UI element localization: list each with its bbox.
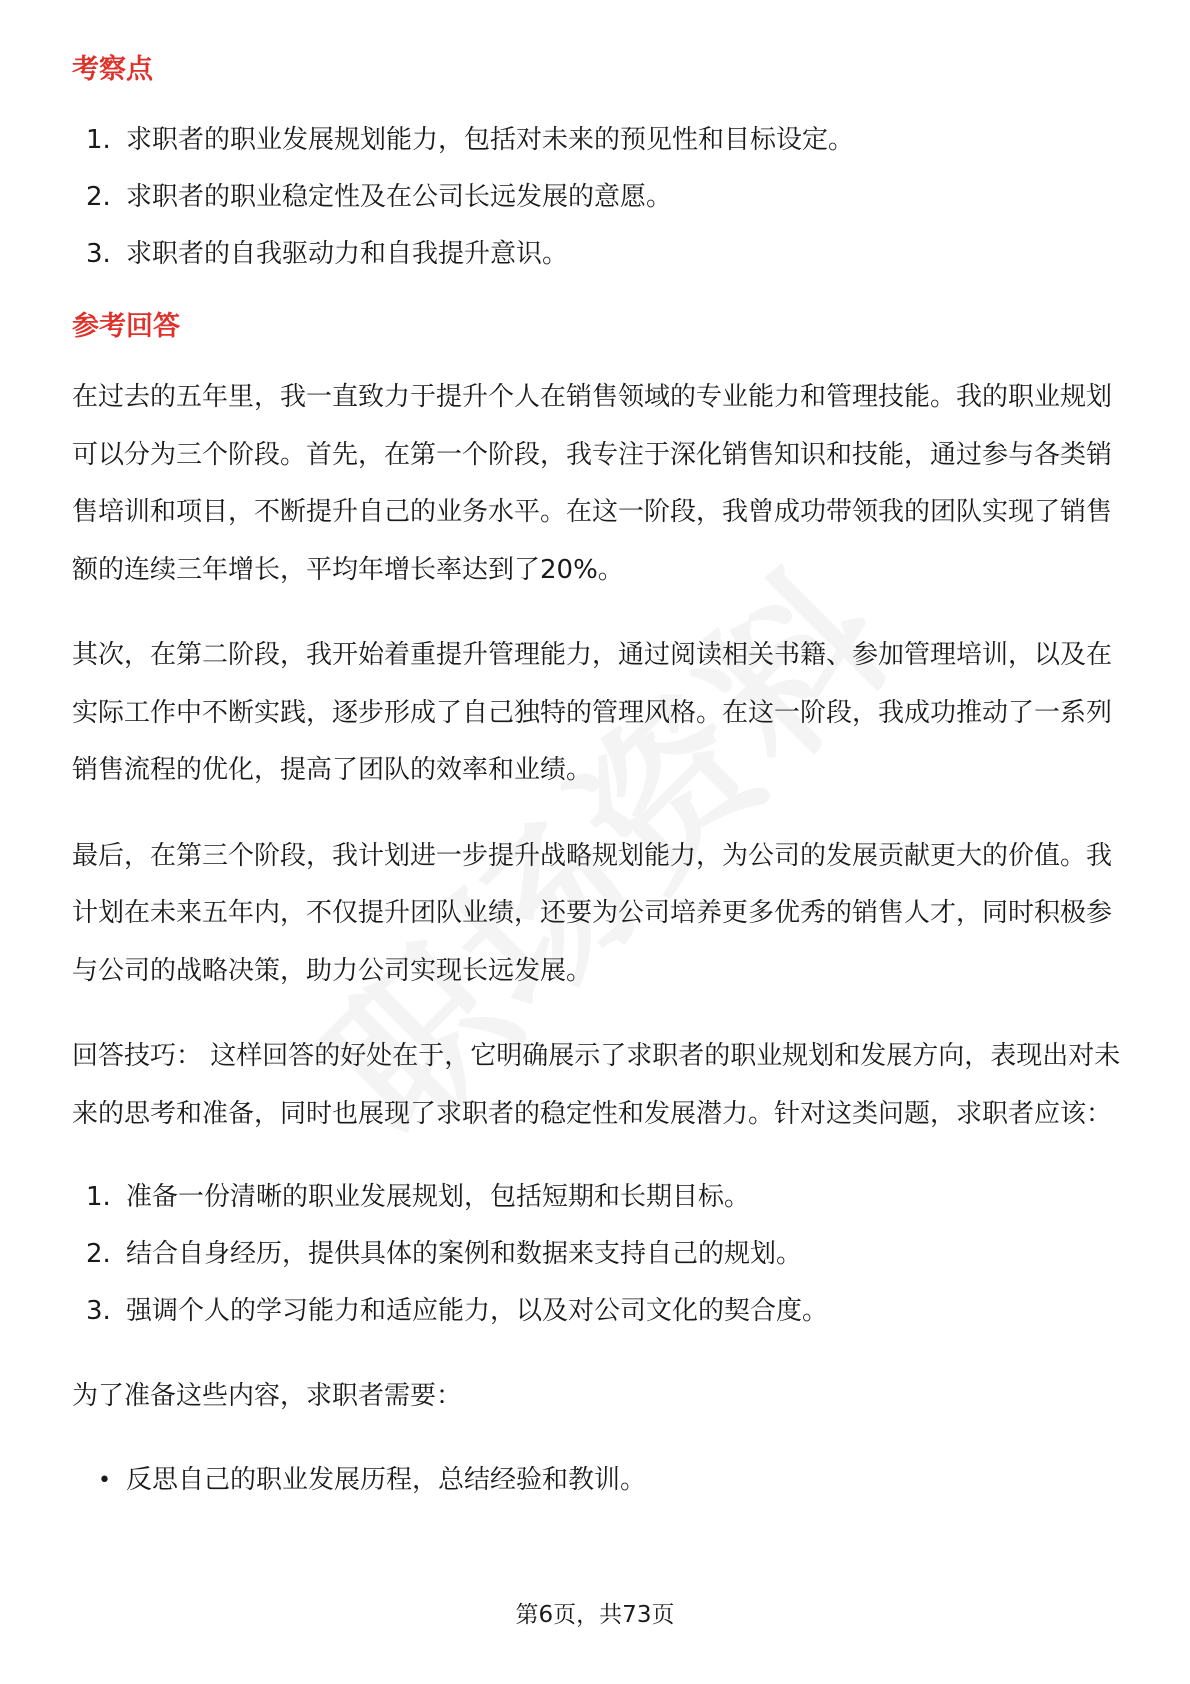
prep-intro: 为了准备这些内容，求职者需要： <box>72 1381 463 1411</box>
list-item <box>72 1169 1122 1226</box>
answer-paragraph-1: 在过去的五年里，我一直致力于提升个人在销售领域的专业能力和管理技能。我的职业规划可以分为三个阶段。首先，在第一个阶段，我专注于深化销售知识和技能，通过参与各类销售培训和项目，不断提升自己的业务水平。在这一阶段，我曾成功带领我的团队实现了销售额的连续三年增长，平均年增长率达到了20%。 <box>72 382 1113 585</box>
document-body <box>72 40 1122 1509</box>
section-title-reference-answer: 参考回答 <box>72 311 180 342</box>
list-item <box>72 226 1122 283</box>
list-number: 2. <box>86 182 111 212</box>
answer-paragraph-3: 最后，在第三个阶段，我计划进一步提升战略规划能力，为公司的发展贡献更大的价值。我计划在未来五年内，不仅提升团队业绩，还要为公司培养更多优秀的销售人才，同时积极参与公司的战略决策，助力公司实现长远发展。 <box>72 840 1113 986</box>
list-item-text: 准备一份清晰的职业发展规划，包括短期和长期目标。 <box>126 1182 751 1212</box>
list-number: 1. <box>86 125 111 155</box>
list-item-text: 求职者的职业发展规划能力，包括对未来的预见性和目标设定。 <box>126 125 855 155</box>
list-item-text: 强调个人的学习能力和适应能力，以及对公司文化的契合度。 <box>126 1296 829 1326</box>
list-item-text: 结合自身经历，提供具体的案例和数据来支持自己的规划。 <box>126 1239 803 1269</box>
list-item <box>72 112 1122 169</box>
list-item-text: 求职者的自我驱动力和自我提升意识。 <box>126 239 569 269</box>
prep-list <box>72 1452 1122 1509</box>
bullet-icon: • <box>98 1467 111 1493</box>
list-number: 1. <box>86 1182 111 1212</box>
list-item-text: 求职者的职业稳定性及在公司长远发展的意愿。 <box>126 182 673 212</box>
list-item <box>72 1226 1122 1283</box>
answer-paragraph-2: 其次，在第二阶段，我开始着重提升管理能力，通过阅读相关书籍、参加管理培训，以及在实际工作中不断实践，逐步形成了自己独特的管理风格。在这一阶段，我成功推动了一系列销售流程的优化，提高了团队的效率和业绩。 <box>72 640 1113 785</box>
list-item <box>72 1452 1122 1509</box>
list-item <box>72 1283 1122 1340</box>
tips-list <box>72 1169 1122 1340</box>
page-number: 第6页，共73页 <box>515 1602 675 1628</box>
section-title-assessment: 考察点 <box>72 54 153 85</box>
list-item <box>72 169 1122 226</box>
answer-tips-paragraph: 回答技巧： 这样回答的好处在于，它明确展示了求职者的职业规划和发展方向，表现出对未来的思考和准备，同时也展现了求职者的稳定性和发展潜力。针对这类问题，求职者应该： <box>72 1041 1121 1129</box>
list-number: 3. <box>86 239 111 269</box>
list-number: 2. <box>86 1239 111 1269</box>
assessment-list <box>72 112 1122 283</box>
list-number: 3. <box>86 1296 111 1326</box>
list-item-text: 反思自己的职业发展历程，总结经验和教训。 <box>126 1464 647 1495</box>
